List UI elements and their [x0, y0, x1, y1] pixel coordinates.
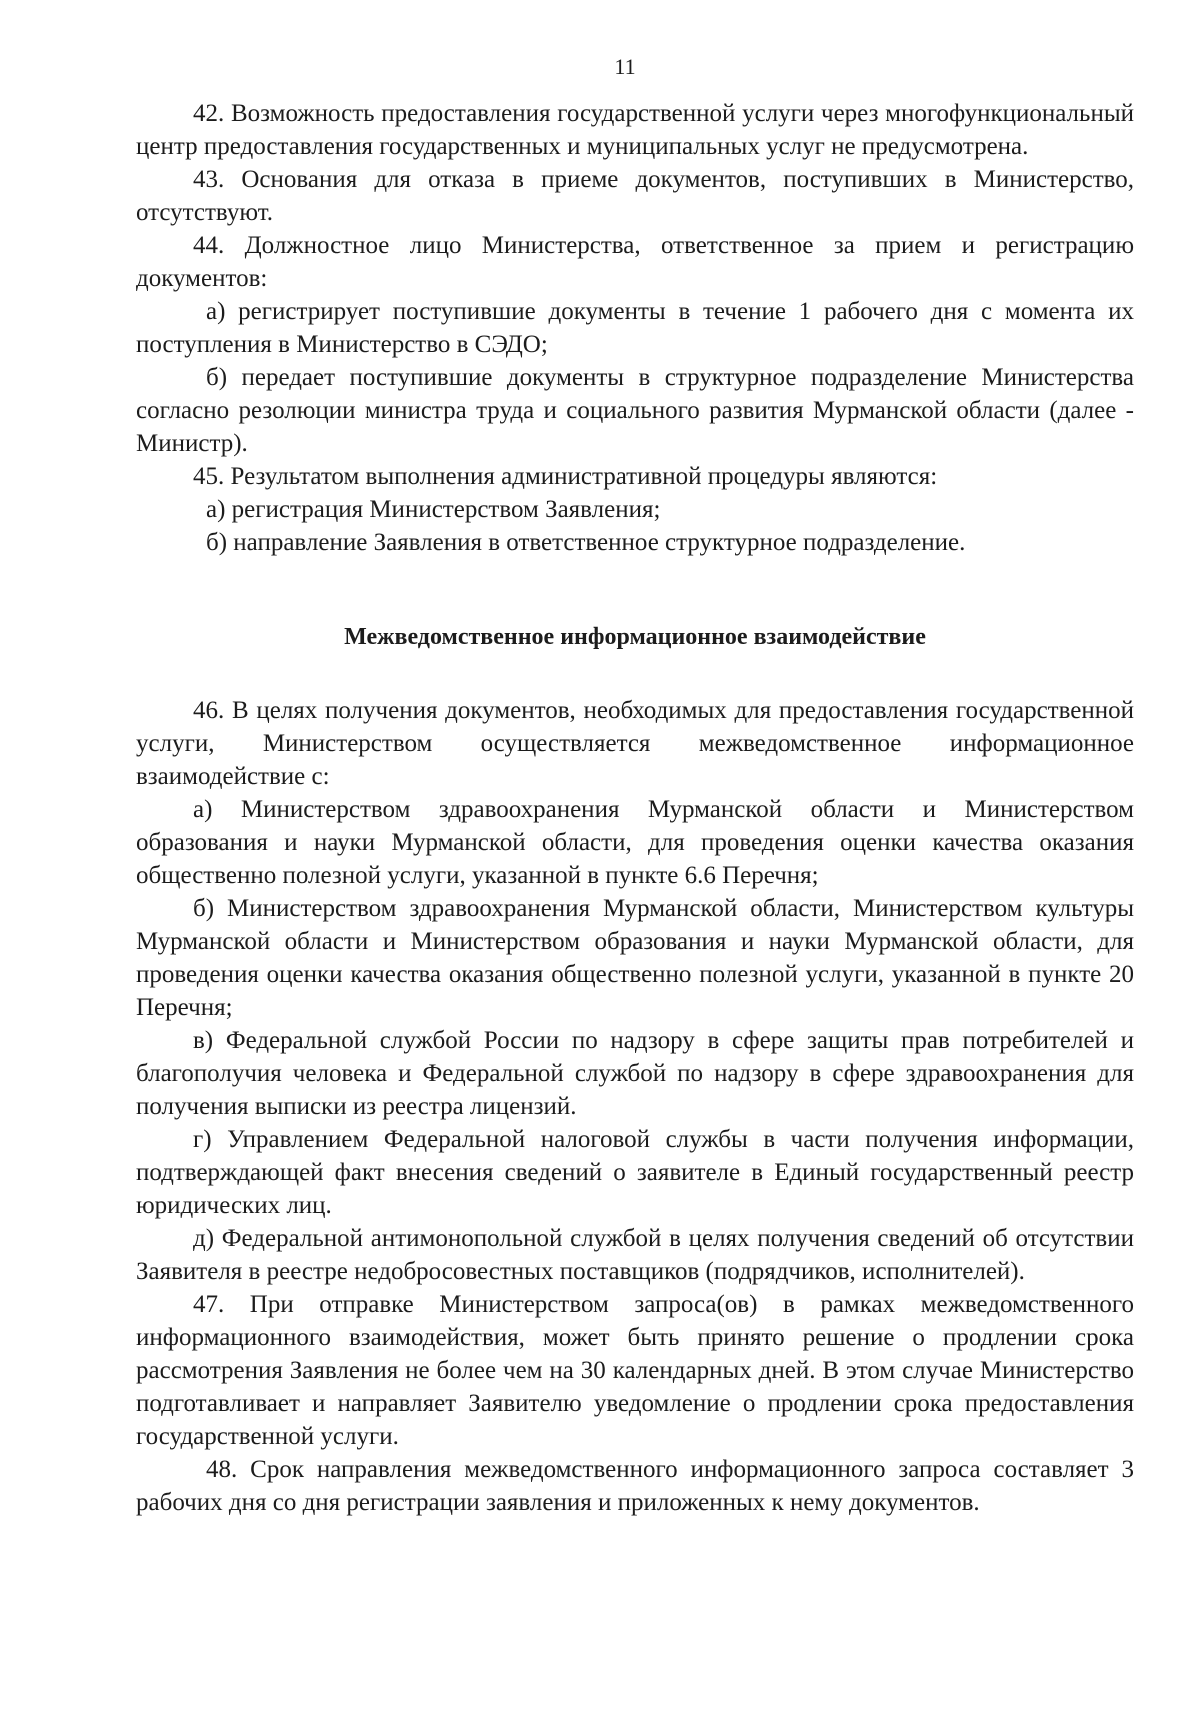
section-heading: Межведомственное информационное взаимодействие [344, 624, 926, 650]
paragraph-48: 48. Срок направления межведомственного информационного запроса составляет 3 рабочих дня со дня регистрации заявления и приложенных к нему документов. [136, 1456, 1134, 1516]
paragraph-46: 46. В целях получения документов, необходимых для предоставления государственной услуги, Министерством осуществляется межведомственное информационное взаимодействие с: [136, 697, 1134, 790]
paragraph-45-a: а) регистрация Министерством Заявления; [206, 496, 661, 523]
paragraph-46-a: а) Министерством здравоохранения Мурманской области и Министерством образования и науки Мурманской области, для проведения оценки качества оказания общественно полезной услуги, указанной в пункте 6.6 Перечня; [136, 796, 1134, 889]
paragraph-45-b: б) направление Заявления в ответственное структурное подразделение. [206, 529, 966, 556]
paragraph-42: 42. Возможность предоставления государственной услуги через многофункциональный центр предоставления государственных и муниципальных услуг не предусмотрена. [136, 100, 1134, 160]
paragraph-45: 45. Результатом выполнения административной процедуры являются: [193, 463, 938, 490]
paragraph-46-g: г) Управлением Федеральной налоговой службы в части получения информации, подтверждающей факт внесения сведений о заявителе в Единый государственный реестр юридических лиц. [136, 1126, 1134, 1219]
paragraph-43: 43. Основания для отказа в приеме документов, поступивших в Министерство, отсутствуют. [136, 166, 1134, 226]
text-block-top [136, 97, 1134, 559]
paragraph-44-b: б) передает поступившие документы в структурное подразделение Министерства согласно резолюции министра труда и социального развития Мурманской области (далее - Министр). [136, 364, 1134, 457]
page-number: 11 [614, 54, 636, 79]
paragraph-46-v: в) Федеральной службой России по надзору в сфере защиты прав потребителей и благополучия человека и Федеральной службой по надзору в сфере здравоохранения для получения выписки из реестра лицензий. [136, 1027, 1134, 1120]
paragraph-47: 47. При отправке Министерством запроса(ов) в рамках межведомственного информационного взаимодействия, может быть принято решение о продлении срока рассмотрения Заявления не более чем на 30 календарных дней. В этом случае Министерство подготавливает и направляет Заявителю уведомление о продлении срока предоставления государственной услуги. [136, 1291, 1134, 1450]
paragraph-46-d: д) Федеральной антимонопольной службой в целях получения сведений об отсутствии Заявителя в реестре недобросовестных поставщиков (подрядчиков, исполнителей). [136, 1225, 1134, 1285]
paragraph-46-b: б) Министерством здравоохранения Мурманской области, Министерством культуры Мурманской области и Министерством образования и науки Мурманской области, для проведения оценки качества оказания общественно полезной услуги, указанной в пункте 20 Перечня; [136, 895, 1134, 1021]
text-block-bottom [136, 694, 1134, 1519]
paragraph-44: 44. Должностное лицо Министерства, ответственное за прием и регистрацию документов: [136, 232, 1134, 292]
paragraph-44-a: а) регистрирует поступившие документы в течение 1 рабочего дня с момента их поступления в Министерство в СЭДО; [136, 298, 1134, 358]
